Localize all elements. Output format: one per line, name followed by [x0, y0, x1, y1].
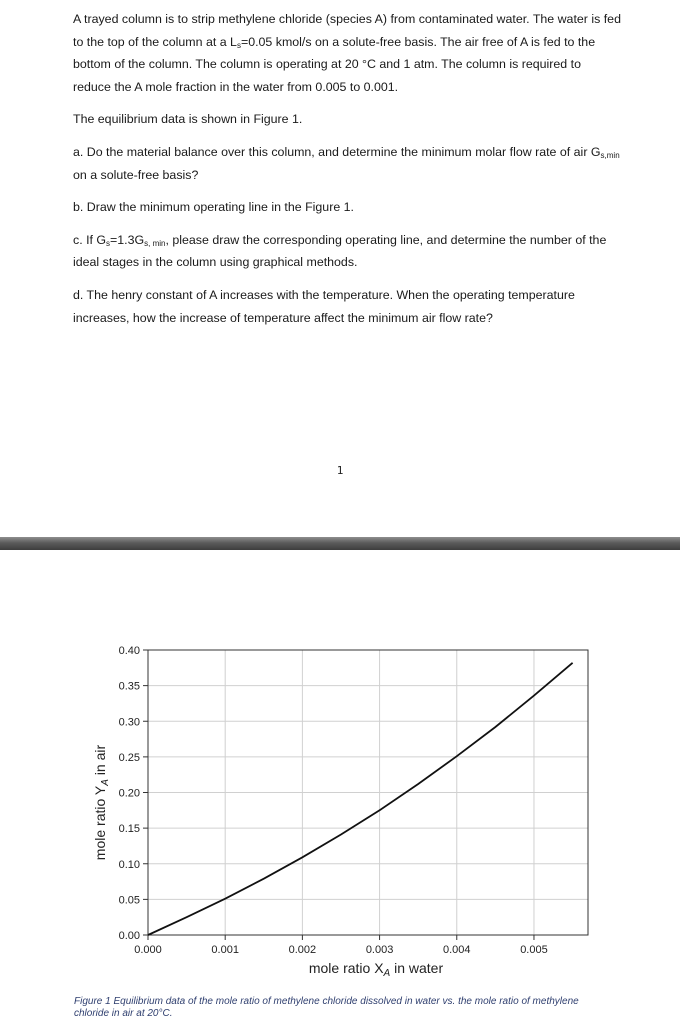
figure-caption: Figure 1 Equilibrium data of the mole ratio of methylene chloride dissolved in water vs. the mole ratio of methylene chloride in air at 20°C. [74, 996, 579, 1019]
equilibrium-note: The equilibrium data is shown in Figure 1. [73, 112, 303, 127]
x-tick-label: 0.004 [443, 944, 471, 956]
figure-1 [0, 550, 680, 1024]
question-b: b. Draw the minimum operating line in the Figure 1. [73, 200, 354, 215]
y-tick-label: 0.00 [118, 930, 140, 942]
page-number: 1 [336, 464, 344, 477]
y-tick-label: 0.25 [118, 751, 140, 764]
y-tick-label: 0.35 [118, 680, 140, 693]
x-tick-label: 0.001 [211, 944, 239, 956]
y-tick-label: 0.05 [118, 894, 140, 907]
x-axis-label: mole ratio $X_A$ in water [308, 960, 444, 979]
question-a: a. Do the material balance over this column, and determine the minimum molar flow rate of air $G_{s,min}$ on a solute-free basis? [73, 144, 620, 182]
question-c: c. If $G_s=1.3G_{s, min}$, please draw the corresponding operating line, and determine the number of the ideal stages in the column using graphical methods. [73, 232, 607, 270]
page-separator [0, 537, 680, 550]
x-tick-label: 0.002 [288, 944, 317, 956]
problem-text [73, 8, 621, 339]
x-tick-label: 0.005 [520, 944, 548, 956]
y-tick-label: 0.10 [118, 858, 140, 871]
y-tick-label: 0.15 [118, 823, 140, 836]
problem-intro: A trayed column is to strip methylene chloride (species A) from contaminated water. The water is fed to the top of the column at a $L_s=0.05$ kmol/s on a solute-free basis. The air free of A is fed to the bottom of the column. The column is operating at 20 °C and 1 atm. The column is required to reduce the A mole fraction in the water from 0.005 to 0.001. [73, 12, 621, 94]
x-tick-label: 0.000 [134, 944, 162, 956]
y-axis-label: mole ratio $Y_A$ in air [92, 744, 111, 861]
question-d: d. The henry constant of A increases with the temperature. When the operating temperature increases, how the increase of temperature affect the minimum air flow rate? [73, 287, 575, 325]
equilibrium-chart [0, 550, 680, 990]
equilibrium-curve [148, 663, 573, 935]
x-tick-label: 0.003 [365, 944, 394, 956]
y-tick-label: 0.20 [118, 787, 140, 800]
y-tick-label: 0.40 [118, 645, 140, 657]
y-tick-label: 0.30 [118, 716, 140, 729]
